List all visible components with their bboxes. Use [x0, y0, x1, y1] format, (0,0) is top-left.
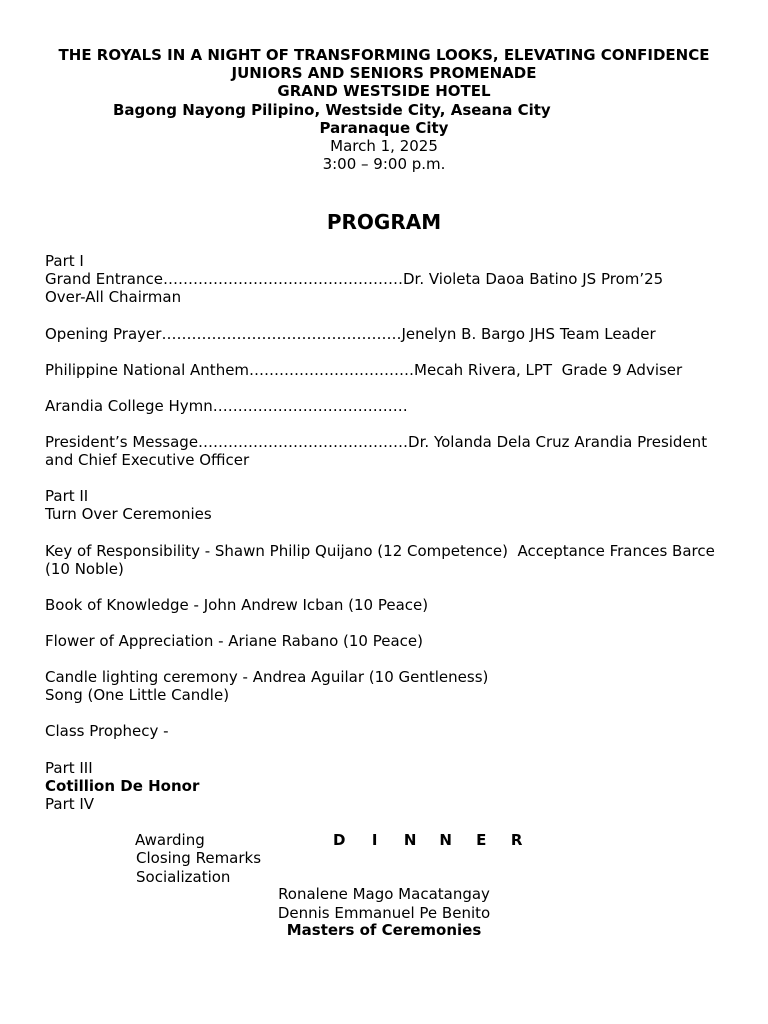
dinner-letter: I	[371, 831, 378, 849]
hymn-line: Arandia College Hymn…………………………………	[45, 397, 408, 415]
venue-name: GRAND WESTSIDE HOTEL	[277, 82, 491, 100]
book-knowledge-line: Book of Knowledge - John Andrew Icban (10 Peace)	[45, 596, 429, 614]
part2-label: Part II	[45, 487, 89, 505]
emcee-name-2: Dennis Emmanuel Pe Benito	[277, 904, 491, 922]
venue-address: Bagong Nayong Pilipino, Westside City, Aseana City	[113, 101, 551, 119]
dinner-heading	[311, 813, 534, 849]
event-subtitle: JUNIORS AND SENIORS PROMENADE	[231, 64, 537, 82]
song-line: Song (One Little Candle)	[45, 686, 230, 704]
dinner-letter: R	[510, 831, 523, 849]
event-title: THE ROYALS IN A NIGHT OF TRANSFORMING LOOKS, ELEVATING CONFIDENCE	[58, 46, 710, 64]
emcee-name-1: Ronalene Mago Macatangay	[278, 885, 490, 903]
dinner-letter: N	[403, 831, 417, 849]
awarding-item: Awarding	[135, 831, 205, 849]
emcees-role: Masters of Ceremonies	[286, 921, 482, 939]
key-responsibility-line: Key of Responsibility - Shawn Philip Quijano (12 Competence) Acceptance Frances Barce	[45, 542, 715, 560]
dinner-letter: D	[332, 831, 346, 849]
part1-label: Part I	[45, 252, 84, 270]
president-message-cont: and Chief Executive Officer	[45, 451, 250, 469]
grand-entrance-line: Grand Entrance…………………………………………Dr. Violeta Daoa Batino JS Prom’25	[45, 270, 664, 288]
dinner-letter: N	[439, 831, 452, 849]
venue-city: Paranaque City	[319, 119, 449, 137]
closing-remarks-item: Closing Remarks	[136, 849, 262, 867]
part2-subtitle: Turn Over Ceremonies	[45, 505, 212, 523]
program-title: PROGRAM	[326, 210, 442, 234]
event-date: March 1, 2025	[330, 137, 438, 155]
event-time: 3:00 – 9:00 p.m.	[322, 155, 446, 173]
candle-lighting-line: Candle lighting ceremony - Andrea Aguilar (10 Gentleness)	[45, 668, 489, 686]
anthem-line: Philippine National Anthem……………………………Mecah Rivera, LPT Grade 9 Adviser	[45, 361, 683, 379]
class-prophecy-line: Class Prophecy -	[45, 722, 169, 740]
socialization-item: Socialization	[136, 868, 231, 886]
part3-label: Part III	[45, 759, 93, 777]
flower-appreciation-line: Flower of Appreciation - Ariane Rabano (10 Peace)	[45, 632, 423, 650]
opening-prayer-line: Opening Prayer…………………………………………Jenelyn B. Bargo JHS Team Leader	[45, 325, 656, 343]
grand-entrance-cont: Over-All Chairman	[45, 288, 182, 306]
key-responsibility-cont: (10 Noble)	[45, 560, 124, 578]
president-message-line: President’s Message……………………………………Dr. Yolanda Dela Cruz Arandia President	[45, 433, 708, 451]
cotillion-title: Cotillion De Honor	[45, 777, 200, 795]
dinner-letter: E	[476, 831, 487, 849]
part4-label: Part IV	[45, 795, 95, 813]
